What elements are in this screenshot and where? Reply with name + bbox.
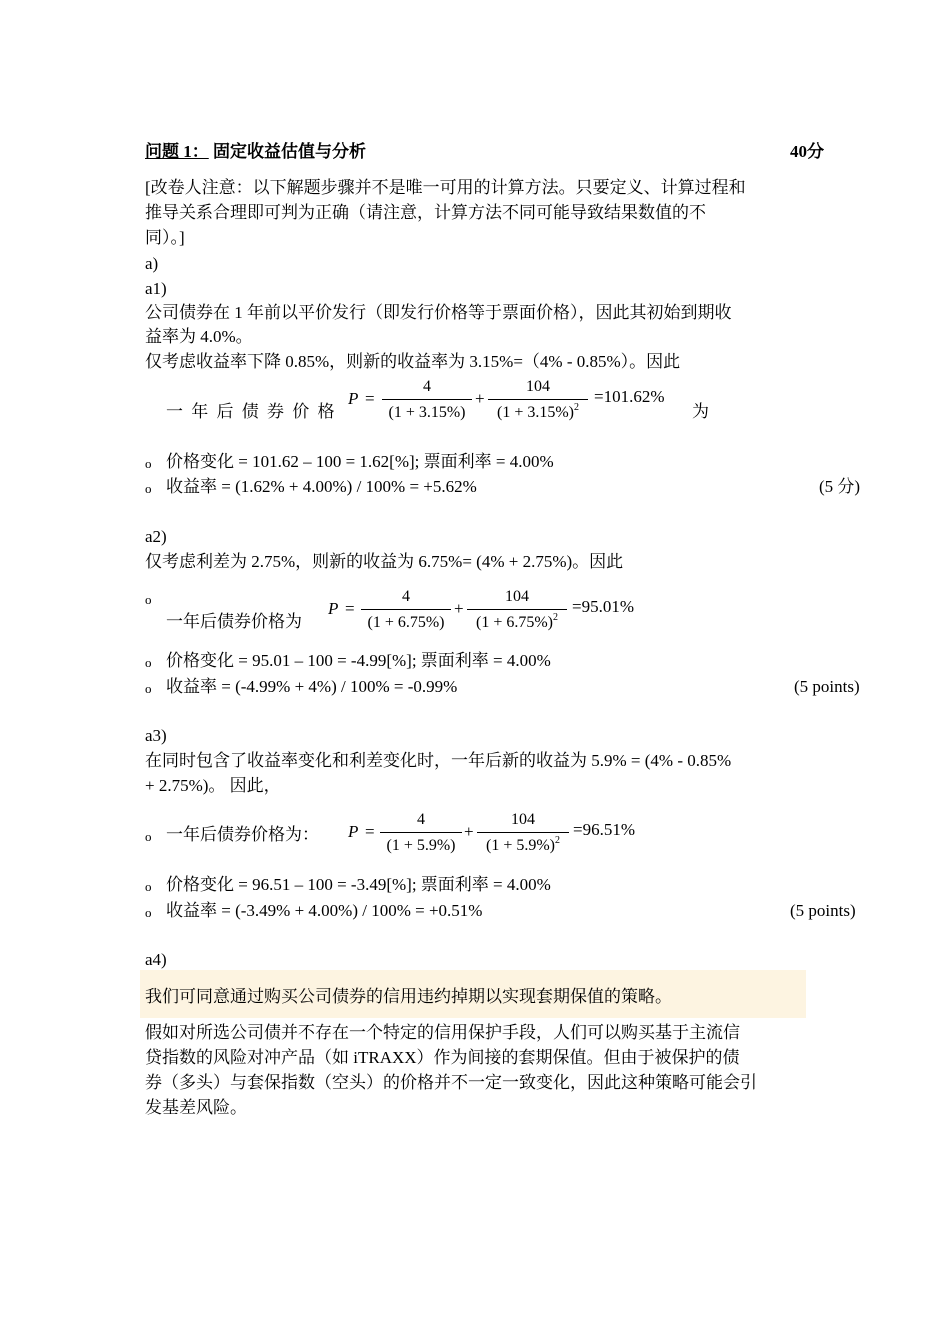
bullet-icon: o (145, 592, 152, 607)
formula-num2: 104 (526, 378, 550, 395)
formula-p: P (348, 389, 359, 408)
a4-text-line: 发基差风险。 (145, 1098, 247, 1117)
a4-highlight-text (145, 985, 672, 1009)
question-label: 问题 1： (145, 142, 209, 161)
section-a-label: a) (145, 254, 159, 273)
formula-plus: + (464, 822, 474, 841)
a1-formula-prefix: 一 年 后 债 券 价 格 (166, 402, 337, 421)
formula-exponent: 2 (574, 402, 579, 413)
formula-den2 (488, 404, 588, 424)
fraction-bar (488, 399, 588, 400)
a1-text-line: 仅考虑收益率下降 0.85%，则新的收益率为 3.15%=（4% - 0.85%）。因此 (145, 352, 681, 371)
a1-text-line: 公司债券在 1 年前以平价发行（即发行价格等于票面价格），因此其初始到期收 (145, 303, 732, 322)
a4-highlight-pre: 我们可同意通过购买 (145, 987, 298, 1006)
fraction-bar (382, 399, 472, 400)
formula-den1: (1 + 6.75%) (367, 614, 445, 631)
formula-p: P (328, 599, 339, 618)
grader-note-line: 同）。] (145, 228, 185, 247)
fraction-bar (477, 832, 569, 833)
formula-exponent: 2 (553, 612, 558, 623)
a2-formula (325, 585, 665, 641)
a1-formula-suffix: 为 (692, 402, 709, 421)
a2-formula-prefix: 一年后债券价格为 (166, 612, 302, 631)
formula-eq: = (365, 822, 375, 841)
formula-den2 (477, 837, 569, 857)
bullet-icon: o (145, 655, 152, 670)
bullet-icon: o (145, 879, 152, 894)
formula-eq: = (365, 389, 375, 408)
section-a2-label: a2) (145, 527, 167, 546)
formula-num1: 4 (402, 588, 410, 605)
a3-formula-prefix: 一年后债券价格为： (166, 825, 319, 844)
formula-plus: + (475, 389, 485, 408)
a1-bullet: 收益率 = (1.62% + 4.00%) / 100% = +5.62% (166, 477, 477, 496)
formula-den2-text: (1 + 6.75%) (475, 614, 553, 631)
bullet-icon: o (145, 905, 152, 920)
fraction-bar (380, 832, 462, 833)
formula-den1: (1 + 5.9%) (386, 837, 456, 854)
a4-text-line: 贷指数的风险对冲产品（如 iTRAXX）作为间接的套期保值。但由于被保护的债 (145, 1048, 740, 1067)
grader-note-line: [改卷人注意：以下解题步骤并不是唯一可用的计算方法。只要定义、计算过程和 (145, 178, 746, 197)
fraction-bar (361, 609, 451, 610)
formula-den2-text: (1 + 5.9%) (485, 837, 555, 854)
a3-bullet: 价格变化 = 96.51 – 100 = -3.49[%]; 票面利率 = 4.00% (166, 875, 551, 894)
formula-eq: = (345, 599, 355, 618)
section-a4-label: a4) (145, 950, 167, 969)
a3-text-line: + 2.75%)。 因此， (145, 776, 281, 795)
a2-bullet: 价格变化 = 95.01 – 100 = -4.99[%]; 票面利率 = 4.00% (166, 651, 551, 670)
question-title (145, 140, 366, 164)
question-points: 40分 (790, 142, 824, 161)
a1-text-line: 益率为 4.0%。 (145, 327, 253, 346)
grader-note-line: 推导关系合理即可判为正确（请注意，计算方法不同可能导致结果数值的不 (145, 203, 706, 222)
bullet-icon: o (145, 456, 152, 471)
formula-den2 (467, 614, 567, 634)
formula-num2: 104 (505, 588, 529, 605)
formula-plus: + (454, 599, 464, 618)
question-topic: 固定收益估值与分析 (213, 142, 366, 161)
formula-den1: (1 + 3.15%) (388, 404, 466, 421)
a1-bullet: 价格变化 = 101.62 – 100 = 1.62[%]; 票面利率 = 4.00% (166, 452, 554, 471)
formula-num1: 4 (417, 811, 425, 828)
a4-highlight-post: 信用违约掉期以实现套期保值的策略。 (383, 987, 672, 1006)
formula-result: =101.62% (594, 387, 665, 406)
formula-p: P (348, 822, 359, 841)
bullet-icon: o (145, 829, 152, 844)
a2-text-line: 仅考虑利差为 2.75%，则新的收益为 6.75%= (4% + 2.75%)。因此 (145, 552, 624, 571)
a1-formula (345, 375, 685, 431)
formula-result: =96.51% (573, 820, 635, 839)
a3-formula (345, 808, 665, 864)
formula-result: =95.01% (572, 597, 634, 616)
bullet-icon: o (145, 481, 152, 496)
a4-text-line: 假如对所选公司债并不存在一个特定的信用保护手段，人们可以购买基于主流信 (145, 1023, 740, 1042)
a2-points: (5 points) (794, 677, 860, 696)
a4-highlight-mid: 公司债券的 (298, 987, 383, 1006)
formula-exponent: 2 (555, 835, 560, 846)
section-a3-label: a3) (145, 726, 167, 745)
formula-num2: 104 (511, 811, 535, 828)
a3-text-line: 在同时包含了收益率变化和利差变化时，一年后新的收益为 5.9% = (4% - 0.85% (145, 751, 732, 770)
section-a1-label: a1) (145, 279, 167, 298)
a2-bullet: 收益率 = (-4.99% + 4%) / 100% = -0.99% (166, 677, 458, 696)
a1-points: (5 分) (819, 477, 861, 496)
formula-den2-text: (1 + 3.15%) (496, 404, 574, 421)
bullet-icon: o (145, 681, 152, 696)
a3-points: (5 points) (790, 901, 856, 920)
a3-bullet: 收益率 = (-3.49% + 4.00%) / 100% = +0.51% (166, 901, 483, 920)
fraction-bar (467, 609, 567, 610)
formula-num1: 4 (423, 378, 431, 395)
a4-text-line: 券（多头）与套保指数（空头）的价格并不一定一致变化，因此这种策略可能会引 (145, 1073, 757, 1092)
